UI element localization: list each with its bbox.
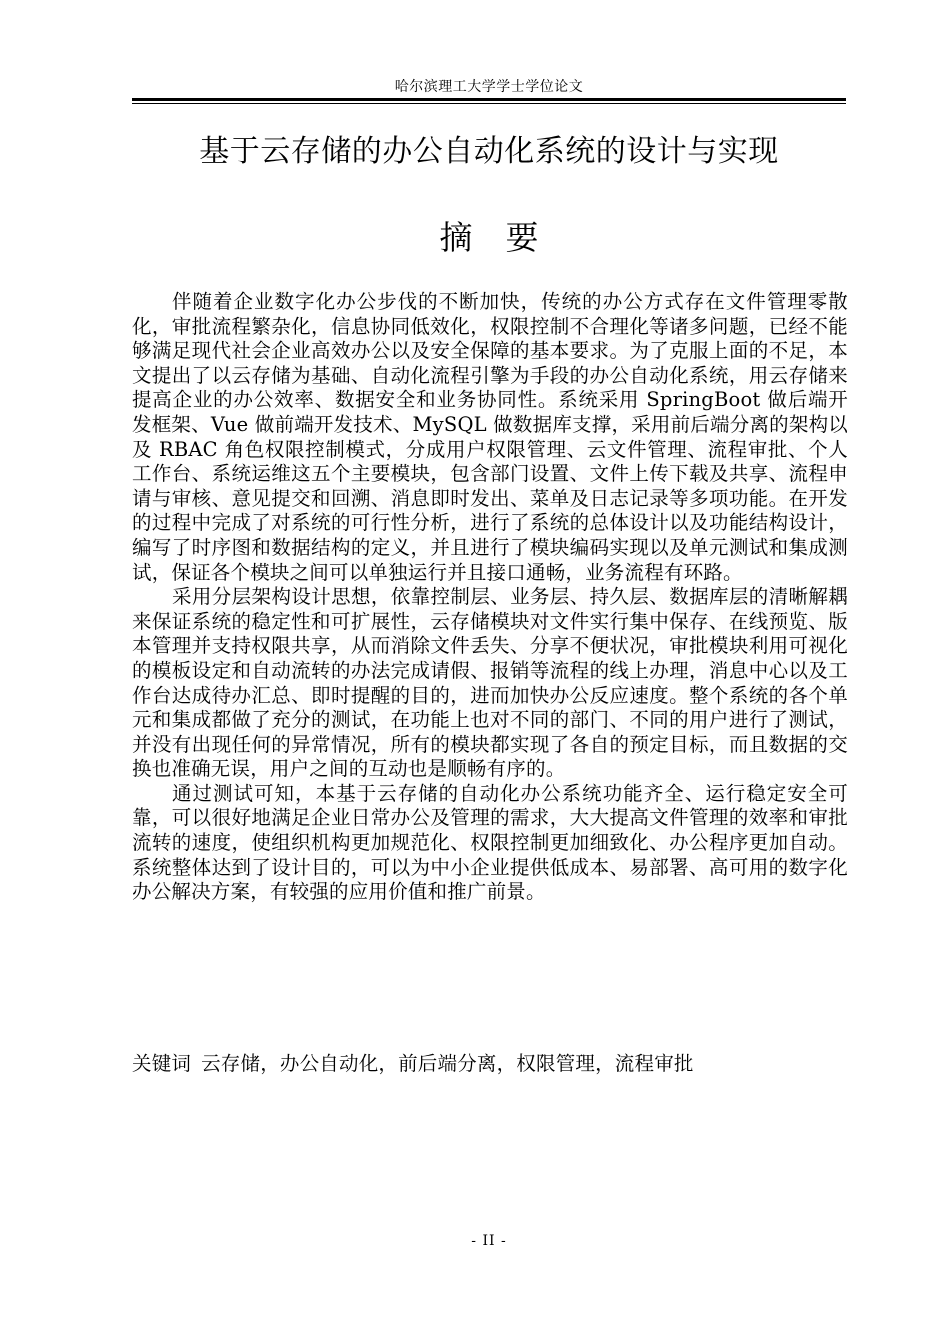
abstract-paragraph-1: 伴随着企业数字化办公步伐的不断加快，传统的办公方式存在文件管理零散化，审批流程繁杂化，信息协同低效化，权限控制不合理化等诸多问题，已经不能够满足现代社会企业高效办公以及安全保障的基本要求。为了克服上面的不足，本文提出了以云存储为基础、自动化流程引擎为手段的办公自动化系统，用云存储来提高企业的办公效率、数据安全和业务协同性。系统采用 SpringBoot 做后端开发框架、Vue 做前端开发技术、MySQL 做数据库支撑，采用前后端分离的架构以及 RBAC 角色权限控制模式，分成用户权限管理、云文件管理、流程审批、个人工作台、系统运维这五个主要模块，包含部门设置、文件上传下载及共享、流程申请与审核、意见提交和回溯、消息即时发出、菜单及日志记录等多项功能。在开发的过程中完成了对系统的可行性分析，进行了系统的总体设计以及功能结构设计，编写了时序图和数据结构的定义，并且进行了模块编码实现以及单元测试和集成测试，保证各个模块之间可以单独运行并且接口通畅，业务流程有环路。 (132, 290, 848, 584)
abstract-paragraph-2: 采用分层架构设计思想，依靠控制层、业务层、持久层、数据库层的清晰解耦来保证系统的稳定性和可扩展性，云存储模块对文件实行集中保存、在线预览、版本管理并支持权限共享，从而消除文件丢失、分享不便状况，审批模块利用可视化的模板设定和自动流转的办法完成请假、报销等流程的线上办理，消息中心以及工作台达成待办汇总、即时提醒的目的，进而加快办公反应速度。整个系统的各个单元和集成都做了充分的测试，在功能上也对不同的部门、不同的用户进行了测试，并没有出现任何的异常情况，所有的模块都实现了各自的预定目标，而且数据的交换也准确无误，用户之间的互动也是顺畅有序的。 (132, 585, 848, 781)
header-rule-thick (132, 98, 846, 101)
abstract-paragraph-3: 通过测试可知，本基于云存储的自动化办公系统功能齐全、运行稳定安全可靠，可以很好地满足企业日常办公及管理的需求，大大提高文件管理的效率和审批流转的速度，使组织机构更加规范化、权限控制更加细致化、办公程序更加自动。系统整体达到了设计目的，可以为中小企业提供低成本、易部署、高可用的数字化办公解决方案，有较强的应用价值和推广前景。 (132, 781, 848, 904)
paper-title: 基于云存储的办公自动化系统的设计与实现 (199, 134, 779, 169)
page-number: - II - (471, 1233, 507, 1249)
keywords-line (132, 1052, 848, 1076)
keywords-label: 关键词 (132, 1052, 192, 1075)
abstract-heading: 摘 要 (439, 218, 539, 257)
abstract-body (132, 290, 848, 905)
header-rule-thin (132, 103, 846, 104)
running-header: 哈尔滨理工大学学士学位论文 (394, 79, 584, 95)
keywords-terms: 云存储，办公自动化，前后端分离，权限管理，流程审批 (201, 1052, 694, 1075)
